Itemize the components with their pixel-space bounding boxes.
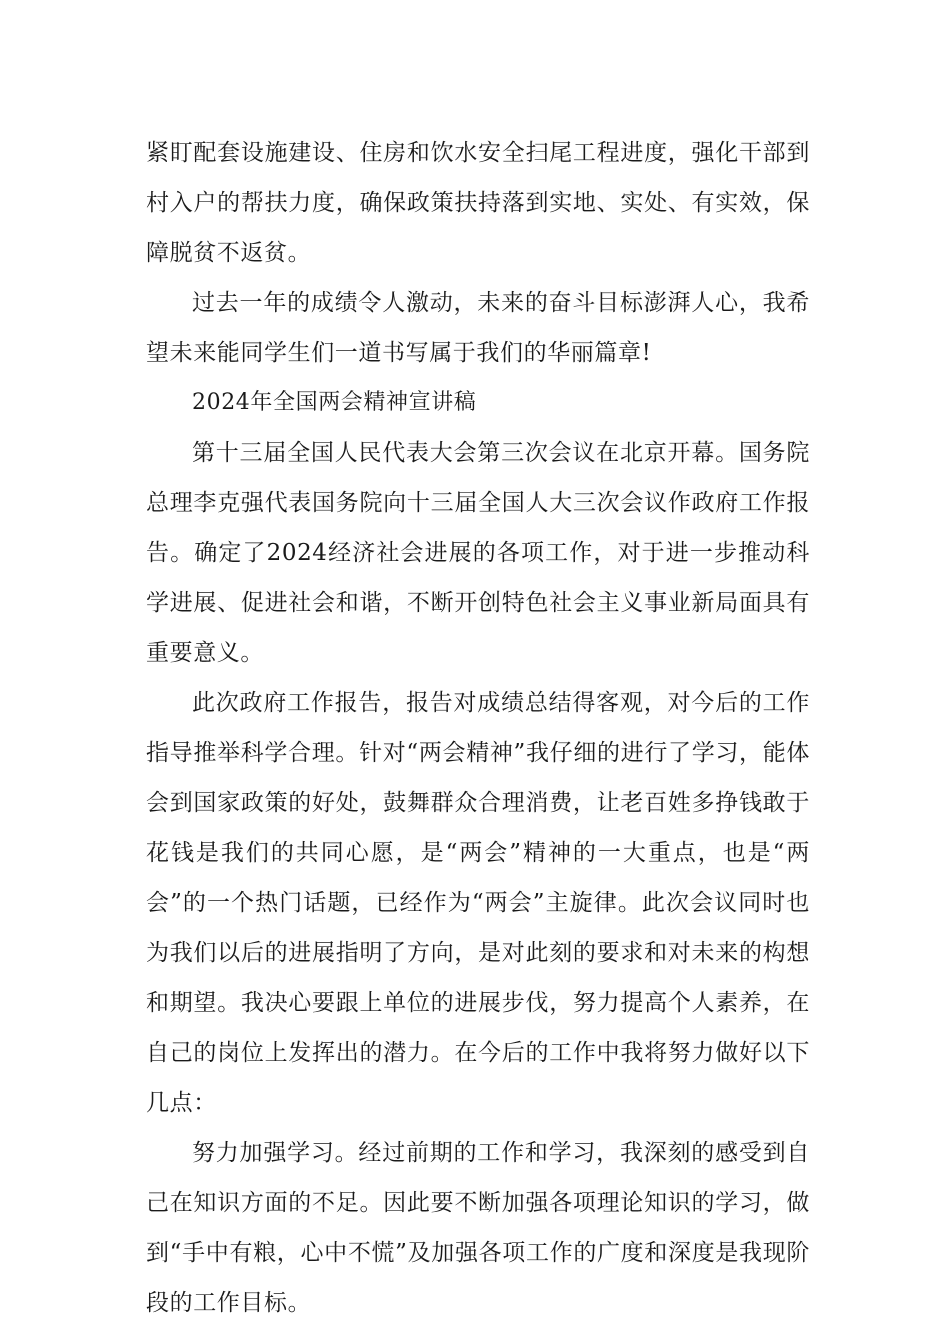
section-title: 2024年全国两会精神宣讲稿 bbox=[192, 390, 477, 415]
paragraph-continuation: 紧盯配套设施建设、住房和饮水安全扫尾工程进度，强化干部到村入户的帮扶力度，确保政策扶持落到实地、实处、有实效，保障脱贫不返贫。 bbox=[146, 140, 810, 266]
paragraph-report: 此次政府工作报告，报告对成绩总结得客观，对今后的工作指导推举科学合理。针对“两会精神”我仔细的进行了学习，能体会到国家政策的好处，鼓舞群众合理消费，让老百姓多挣钱敢于花钱是我们的共同心愿，是“两会”精神的一大重点，也是“两会”的一个热门话题，已经作为“两会”主旋律。此次会议同时也为我们以后的进展指明了方向，是对此刻的要求和对未来的构想和期望。我决心要跟上单位的进展步伐，努力提高个人素养，在自己的岗位上发挥出的潜力。在今后的工作中我将努力做好以下几点： bbox=[146, 690, 810, 1116]
paragraph-opening: 第十三届全国人民代表大会第三次会议在北京开幕。国务院总理李克强代表国务院向十三届全国人大三次会议作政府工作报告。确定了2024经济社会进展的各项工作，对于进一步推动科学进展、促进社会和谐，不断开创特色社会主义事业新局面具有重要意义。 bbox=[146, 440, 810, 666]
document-body bbox=[146, 128, 810, 1328]
paragraph-study: 努力加强学习。经过前期的工作和学习，我深刻的感受到自己在知识方面的不足。因此要不断加强各项理论知识的学习，做到“手中有粮，心中不慌”及加强各项工作的广度和深度是我现阶段的工作目标。 bbox=[146, 1140, 810, 1316]
paragraph-closing: 过去一年的成绩令人激动，未来的奋斗目标澎湃人心，我希望未来能同学生们一道书写属于我们的华丽篇章! bbox=[146, 290, 810, 366]
